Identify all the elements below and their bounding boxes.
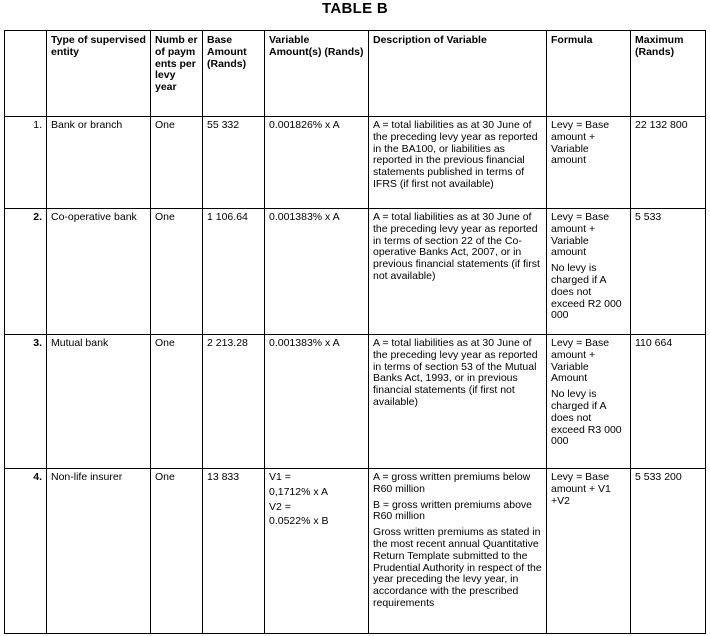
description-cell [369,209,547,335]
payments-cell: One [151,335,203,469]
variable-amount-cell [265,209,369,335]
description-cell [369,335,547,469]
table-row [5,335,706,469]
description-paragraph: B = gross written premiums above R60 million [373,498,533,523]
payments-cell: One [151,469,203,634]
header-entity: Type of supervised entity [47,31,151,117]
row-number: 2. [5,209,47,335]
formula-paragraph: Levy = Base amount + Variable amount [551,211,610,259]
variable-line: 0.001826% x A [269,119,340,131]
base-amount-cell: 13 833 [203,469,265,634]
base-amount-cell: 55 332 [203,117,265,209]
header-formula: Formula [547,31,631,117]
formula-note: No levy is charged if A does not exceed R3 000 000 [551,388,622,448]
table-row [5,117,706,209]
formula-cell [547,117,631,209]
table-row [5,469,706,634]
variable-line: 0,1712% x A [269,485,328,498]
header-base-amount: Base Amount (Rands) [203,31,265,117]
entity-cell: Co-operative bank [47,209,151,335]
description-paragraph: A = gross written premiums below R60 million [373,471,531,495]
entity-cell: Bank or branch [47,117,151,209]
description-paragraph: A = total liabilities as at 30 June of the preceding levy year as reported in terms of section 53 of the Mutual Banks Act, 1993, or in previous financial statements (if first not available) [373,337,538,408]
entity-cell: Non-life insurer [47,469,151,634]
description-paragraph: A = total liabilities as at 30 June of the preceding levy year as reported in the BA100, or liabilities as reported in the previous financial statements published in terms of IFRS (if first not available) [373,119,538,190]
header-row [5,31,706,117]
variable-amount-cell [265,469,369,634]
base-amount-cell: 2 213.28 [203,335,265,469]
levy-table [4,30,706,634]
description-paragraph: Gross written premiums as stated in the most recent annual Quantitative Return Template submitted to the Prudential Authority in respect of the year preceding the levy year, in accordance with the prescribed requirements [373,526,542,609]
description-paragraph: A = total liabilities as at 30 June of the preceding levy year as reported in terms of section 22 of the Co-operative Banks Act, 2007, or in previous financial statements (if first not available) [373,211,540,282]
formula-cell [547,335,631,469]
formula-paragraph: Levy = Base amount + Variable Amount [551,337,610,385]
maximum-cell: 22 132 800 [631,117,706,209]
variable-amount-cell [265,335,369,469]
header-description: Description of Variable [369,31,547,117]
base-amount-cell: 1 106.64 [203,209,265,335]
header-payments: Numb er of paym ents per levy year [151,31,203,117]
formula-paragraph: Levy = Base amount + V1 +V2 [551,471,611,507]
header-maximum: Maximum (Rands) [631,31,706,117]
table-title: TABLE B [322,0,388,17]
entity-cell: Mutual bank [47,335,151,469]
variable-amount-cell [265,117,369,209]
description-cell [369,469,547,634]
variable-line: 0.0522% x B [269,515,329,528]
description-cell [369,117,547,209]
payments-cell: One [151,209,203,335]
table-row [5,209,706,335]
formula-cell [547,209,631,335]
maximum-cell: 5 533 200 [631,469,706,634]
variable-line: V2 = [269,500,291,513]
formula-paragraph: Levy = Base amount + Variable amount [551,119,610,167]
header-variable-amount: Variable Amount(s) (Rands) [265,31,369,117]
maximum-cell: 5 533 [631,209,706,335]
formula-note: No levy is charged if A does not exceed R2 000 000 [551,262,622,322]
row-number: 4. [5,469,47,634]
variable-line: V1 = [269,471,291,483]
row-number: 1. [5,117,47,209]
header-number [5,31,47,117]
row-number: 3. [5,335,47,469]
variable-line: 0.001383% x A [269,337,340,349]
maximum-cell: 110 664 [631,335,706,469]
formula-cell [547,469,631,634]
variable-line: 0.001383% x A [269,211,340,223]
payments-cell: One [151,117,203,209]
